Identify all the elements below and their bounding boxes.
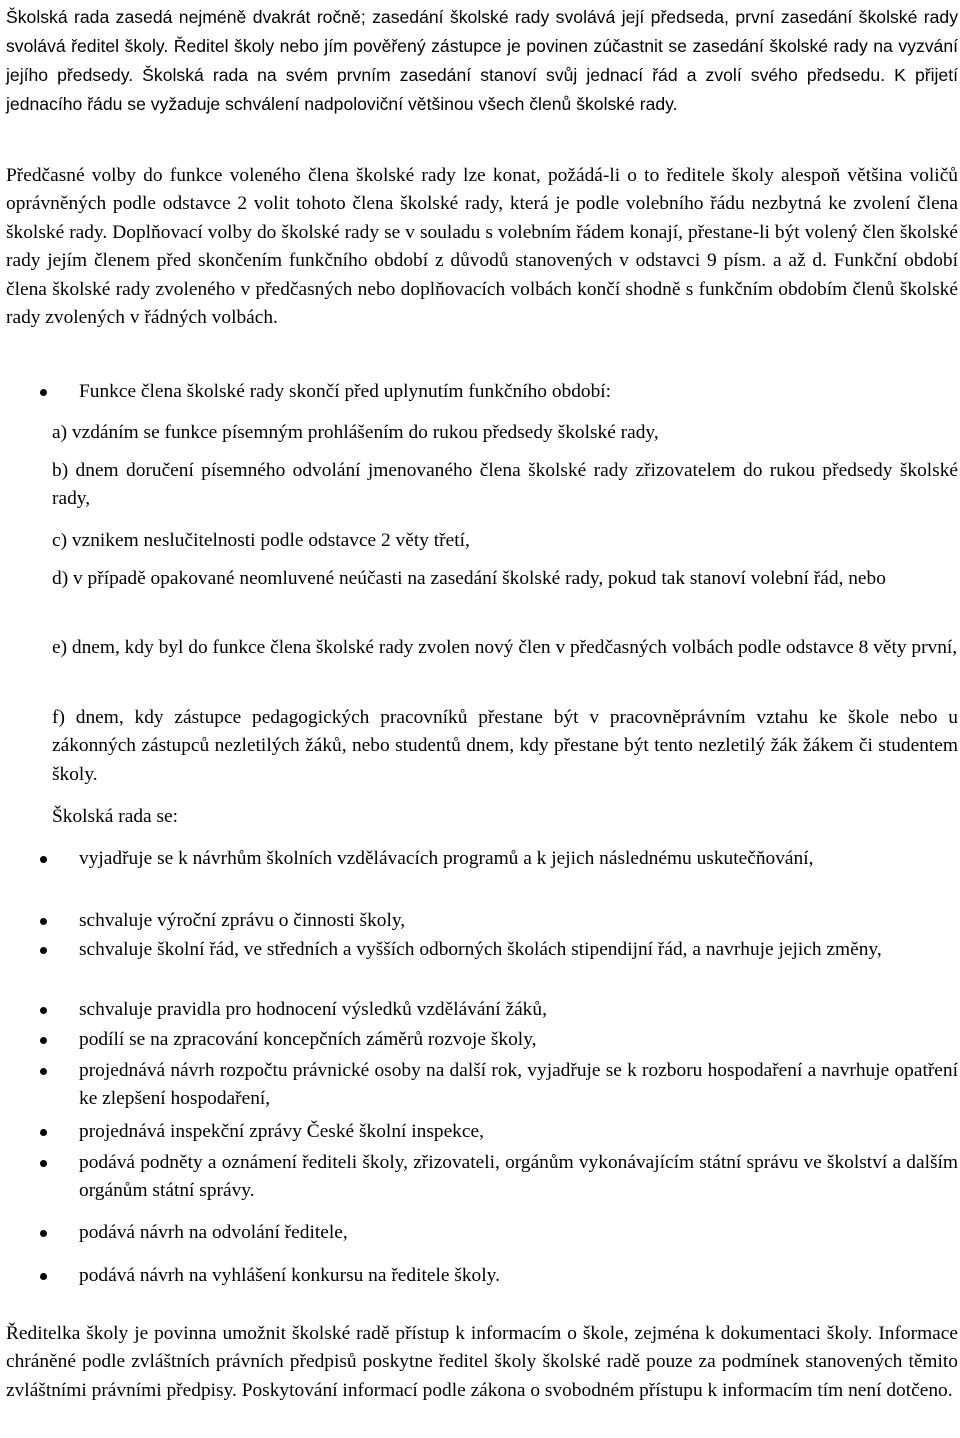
termination-item-c: c) vznikem neslučitelnosti podle odstavce 2 věty třetí, xyxy=(52,530,470,551)
paragraph-information-access: Ředitelka školy je povinna umožnit školské radě přístup k informacím o škole, zejména k dokumentaci školy. Informace chráněné podle zvláštních právních předpisů poskytne ředitel školy školské radě pouze za podmínek stanovených těmito zvláštními právními předpisy. Poskytování informací podle zákona o svobodném přístupu k informacím tím není dotčeno. xyxy=(6,1323,958,1401)
duty-item-9: podává návrh na odvolání ředitele, xyxy=(79,1222,348,1243)
bullet-icon xyxy=(40,1007,47,1014)
duty-item-8: podává podněty a oznámení řediteli školy, zřizovateli, orgánům vykonávajícím státní správu ve školství a dalším orgánům státní správy. xyxy=(79,1152,958,1202)
duty-item-2: schvaluje výroční zprávu o činnosti školy, xyxy=(79,910,406,931)
bullet-icon xyxy=(40,389,47,396)
duty-item-3: schvaluje školní řád, ve středních a vyšších odborných školách stipendijní řád, a navrhuje jejich změny, xyxy=(79,939,882,960)
termination-item-e: e) dnem, kdy byl do funkce člena školské rady zvolen nový člen v předčasných volbách podle odstavce 8 věty první, xyxy=(52,637,958,658)
bullet-icon xyxy=(40,1068,47,1075)
bullet-icon xyxy=(40,947,47,954)
bullet-icon xyxy=(40,1160,47,1167)
duty-item-1: vyjadřuje se k návrhům školních vzdělávacích programů a k jejich následnému uskutečňování, xyxy=(79,848,814,869)
duty-item-5: podílí se na zpracování koncepčních záměrů rozvoje školy, xyxy=(79,1029,537,1050)
paragraph-council-meetings: Školská rada zasedá nejméně dvakrát ročně; zasedání školské rady svolává její předseda, první zasedání školské rady svolává ředitel školy. Ředitel školy nebo jím pověřený zástupce je povinen zúčastnit se zasedání školské rady na vyzvání jejího předsedy. Školská rada na svém prvním zasedání stanoví svůj jednací řád a zvolí svého předsedu. K přijetí jednacího řádu se vyžaduje schválení nadpoloviční většinou všech členů školské rady. xyxy=(6,7,958,114)
bullet-icon xyxy=(40,918,47,925)
bullet-icon xyxy=(40,1230,47,1237)
bullet-icon xyxy=(40,1037,47,1044)
bullet-icon xyxy=(40,1273,47,1280)
duty-item-4: schvaluje pravidla pro hodnocení výsledků vzdělávání žáků, xyxy=(79,999,547,1020)
paragraph-early-elections: Předčasné volby do funkce voleného člena školské rady lze konat, požádá-li o to ředitele školy alespoň většina voličů oprávněných podle odstavce 2 volit tohoto člena školské rady, která je podle volebního řádu nezbytná ke zvolení člena školské rady. Doplňovací volby do školské rady se v souladu s volebním řádem konají, přestane-li být volený člen školské rady jejím členem před skončením funkčního období z důvodů stanovených v odstavci 9 písm. a až d. Funkční období člena školské rady zvoleného v předčasných nebo doplňovacích volbách končí shodně s funkčním obdobím členů školské rady zvolených v řádných volbách. xyxy=(6,165,958,329)
duty-item-7: projednává inspekční zprávy České školní inspekce, xyxy=(79,1121,484,1142)
termination-item-b: b) dnem doručení písemného odvolání jmenovaného člena školské rady zřizovatelem do rukou předsedy školské rady, xyxy=(52,460,958,510)
bullet-icon xyxy=(40,1129,47,1136)
bullet-icon xyxy=(40,856,47,863)
duty-item-6: projednává návrh rozpočtu právnické osoby na další rok, vyjadřuje se k rozboru hospodaření a navrhuje opatření ke zlepšení hospodaření, xyxy=(79,1060,958,1110)
termination-item-d: d) v případě opakované neomluvené neúčasti na zasedání školské rady, pokud tak stanoví volební řád, nebo xyxy=(52,568,886,589)
termination-heading: Funkce člena školské rady skončí před uplynutím funkčního období: xyxy=(79,381,612,402)
termination-item-f: f) dnem, kdy zástupce pedagogických pracovníků přestane být v pracovněprávním vztahu ke škole nebo u zákonných zástupců nezletilých žáků, nebo studentů dnem, kdy přestane být tento nezletilý žák žákem či studentem školy. xyxy=(52,707,958,785)
termination-item-a: a) vzdáním se funkce písemným prohlášením do rukou předsedy školské rady, xyxy=(52,422,659,443)
duties-heading: Školská rada se: xyxy=(52,806,179,827)
duty-item-10: podává návrh na vyhlášení konkursu na ředitele školy. xyxy=(79,1265,500,1286)
